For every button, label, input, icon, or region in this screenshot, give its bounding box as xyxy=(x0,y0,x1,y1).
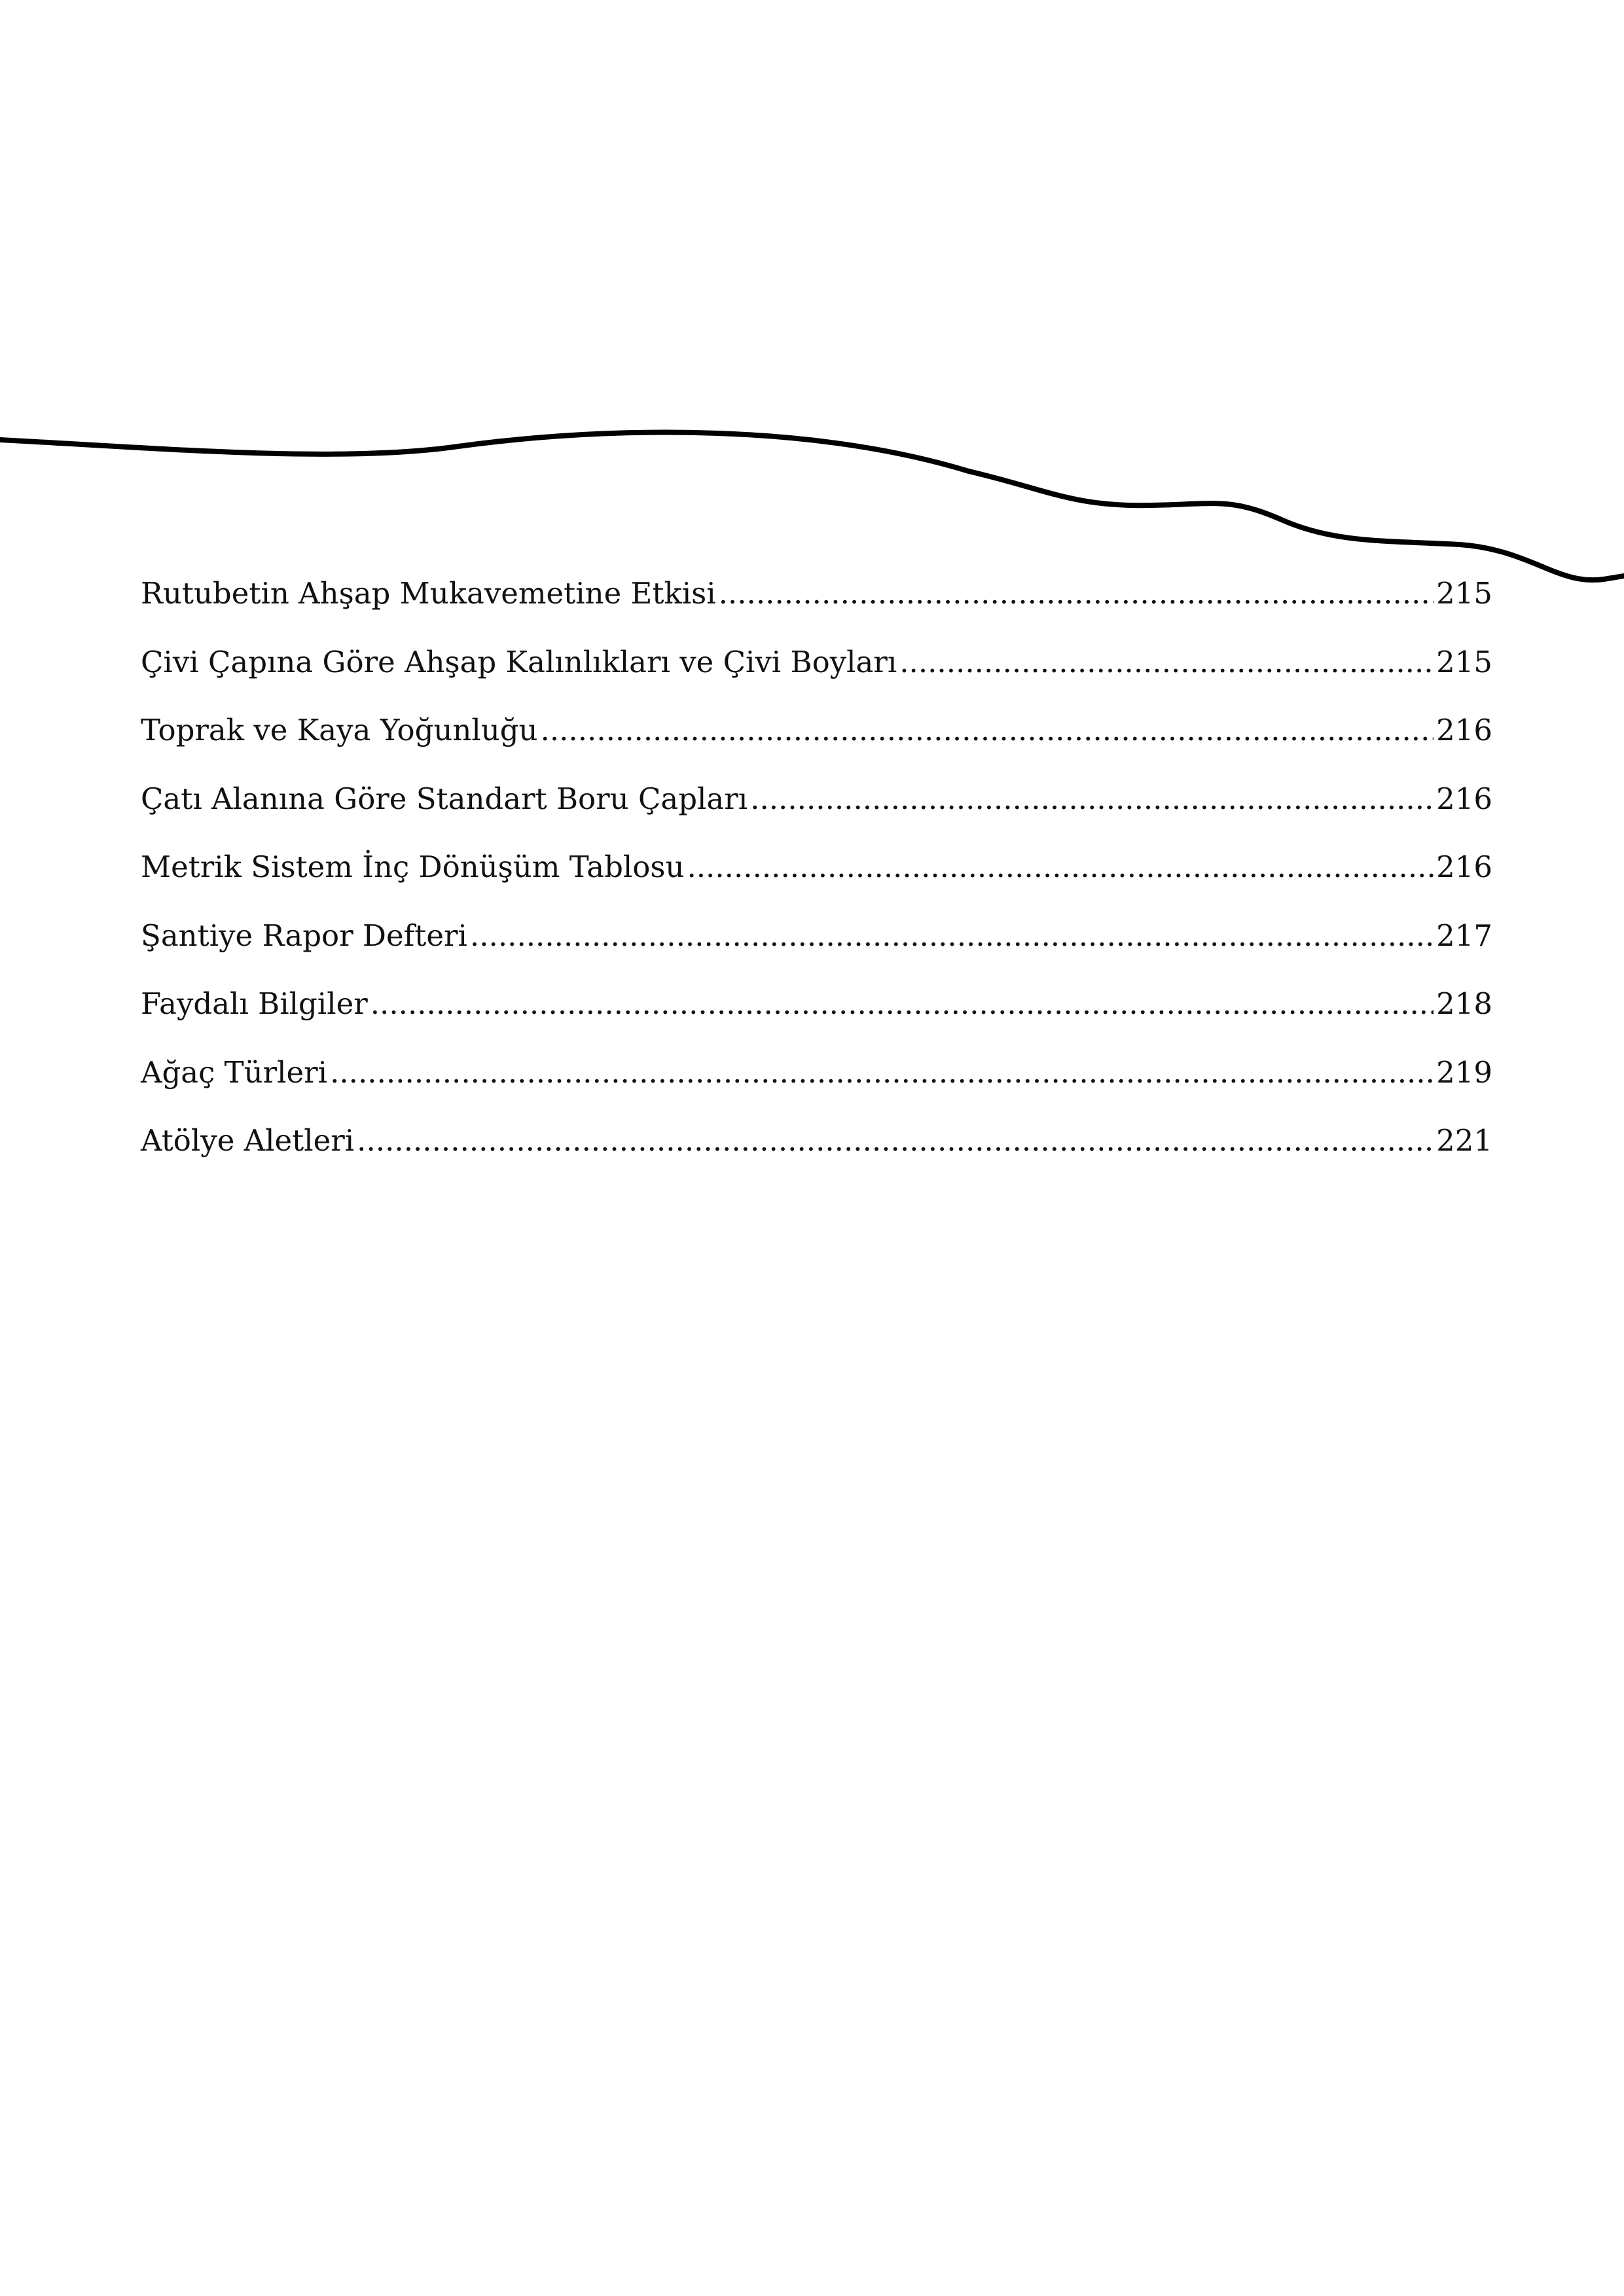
toc-entry-title: Rutubetin Ahşap Mukavemetine Etkisi xyxy=(141,576,716,611)
toc-dot-leader xyxy=(330,1055,1434,1090)
toc-page-number: 216 xyxy=(1436,850,1492,884)
toc-entry[interactable] xyxy=(141,850,1492,918)
toc-dot-leader xyxy=(357,1123,1434,1158)
toc-page-number: 218 xyxy=(1436,986,1492,1021)
toc-entry[interactable] xyxy=(141,918,1492,987)
table-of-contents xyxy=(141,576,1492,1192)
toc-entry-title: Şantiye Rapor Defteri xyxy=(141,918,467,953)
toc-entry[interactable] xyxy=(141,781,1492,850)
toc-page-number: 215 xyxy=(1436,576,1492,611)
toc-entry[interactable] xyxy=(141,1055,1492,1124)
toc-dot-leader xyxy=(370,986,1434,1021)
toc-dot-leader xyxy=(541,713,1434,747)
toc-page-number: 221 xyxy=(1436,1123,1492,1158)
toc-page-number: 216 xyxy=(1436,781,1492,816)
toc-page-number: 215 xyxy=(1436,644,1492,679)
toc-entry[interactable] xyxy=(141,713,1492,781)
toc-entry-title: Atölye Aletleri xyxy=(141,1123,355,1158)
toc-page-number: 217 xyxy=(1436,918,1492,953)
toc-page-number: 216 xyxy=(1436,713,1492,747)
toc-page-number: 219 xyxy=(1436,1054,1492,1090)
toc-dot-leader xyxy=(470,918,1434,953)
toc-entry-title: Çivi Çapına Göre Ahşap Kalınlıkları ve Çivi Boyları xyxy=(141,644,897,679)
toc-entry[interactable] xyxy=(141,1123,1492,1192)
toc-dot-leader xyxy=(687,850,1434,884)
toc-entry[interactable] xyxy=(141,986,1492,1055)
toc-entry-title: Toprak ve Kaya Yoğunluğu xyxy=(141,713,538,747)
toc-entry[interactable] xyxy=(141,576,1492,645)
toc-dot-leader xyxy=(750,781,1434,816)
toc-entry-title: Faydalı Bilgiler xyxy=(141,986,368,1021)
toc-entry-title: Metrik Sistem İnç Dönüşüm Tablosu xyxy=(141,850,685,884)
toc-entry[interactable] xyxy=(141,645,1492,713)
toc-entry-title: Ağaç Türleri xyxy=(141,1054,328,1090)
toc-entry-title: Çatı Alanına Göre Standart Boru Çapları xyxy=(141,781,748,816)
toc-dot-leader xyxy=(719,576,1434,611)
toc-dot-leader xyxy=(899,645,1434,679)
